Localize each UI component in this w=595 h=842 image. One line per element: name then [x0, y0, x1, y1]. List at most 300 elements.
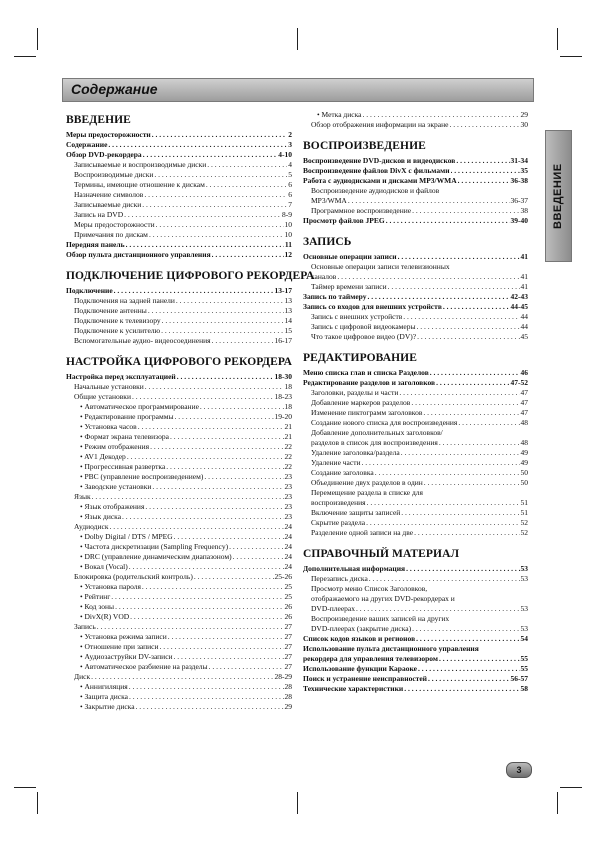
toc-entry-page: 10 — [284, 230, 292, 239]
toc-entry-title: Добавление маркеров разделов — [311, 398, 411, 407]
toc-entry-page: 21 — [284, 422, 292, 431]
toc-entry-title: Меры предосторожности — [66, 130, 151, 139]
section-gap — [303, 538, 528, 544]
dot-leader — [206, 180, 287, 190]
toc-entry-page: 50 — [520, 468, 528, 477]
dot-leader — [412, 624, 519, 634]
dot-leader — [110, 522, 284, 532]
toc-entry-page: 23 — [284, 492, 292, 501]
toc-entry-title: воспроизведения — [311, 498, 366, 507]
toc-entry-page: 4 — [288, 160, 292, 169]
dot-leader — [142, 200, 287, 210]
toc-entry-page: 53 — [520, 574, 528, 583]
toc-entry — [303, 110, 528, 120]
toc-entry-page: 55 — [520, 664, 528, 673]
dot-leader — [152, 482, 283, 492]
toc-entry — [66, 160, 292, 170]
toc-entry — [66, 622, 292, 632]
dot-leader — [403, 312, 519, 322]
toc-entry — [66, 522, 292, 532]
section-heading: НАСТРОЙКА ЦИФРОВОГО РЕКОРДЕРА — [66, 356, 292, 368]
toc-entry-page: 49 — [520, 458, 528, 467]
toc-entry-title: Язык — [74, 492, 91, 501]
toc-entry-page: 28 — [284, 682, 292, 691]
dot-leader — [388, 282, 520, 292]
toc-entry-page: 24 — [284, 552, 292, 561]
toc-entry-title: Записываемые и воспроизводимые диски — [74, 160, 207, 169]
toc-entry — [303, 458, 528, 468]
toc-entry-title: • AV1 Декодер — [80, 452, 126, 461]
dot-leader — [129, 682, 284, 692]
toc-entry-page: 52 — [520, 518, 528, 527]
dot-leader — [144, 190, 287, 200]
toc-entry — [66, 140, 292, 150]
toc-entry-page: 56-57 — [510, 674, 528, 683]
toc-entry-title: Просмотр файлов JPEG — [303, 216, 385, 225]
toc-entry — [66, 562, 292, 572]
toc-entry — [66, 672, 292, 682]
toc-entry-page: 13 — [284, 296, 292, 305]
toc-entry-title: Начальные установки — [74, 382, 144, 391]
toc-entry-title: • Установка часов — [80, 422, 137, 431]
dot-leader — [108, 140, 287, 150]
toc-entry-title: Меню списка глав и списка Разделов — [303, 368, 429, 377]
toc-entry-page: 24 — [284, 532, 292, 541]
toc-entry-title: Запись — [74, 622, 96, 631]
dot-leader — [414, 528, 519, 538]
toc-entry-text: Воспроизведение ваших записей на других — [311, 614, 450, 623]
dot-leader — [170, 432, 284, 442]
dot-leader — [156, 220, 284, 230]
toc-entry-page: 18 — [284, 402, 292, 411]
toc-entry-page: 36-37 — [510, 196, 528, 205]
toc-entry-page: 53 — [520, 624, 528, 633]
dot-leader — [115, 602, 283, 612]
dot-leader — [161, 326, 283, 336]
toc-entry-title: Список кодов языков и регионов — [303, 634, 416, 643]
toc-entry — [66, 692, 292, 702]
toc-entry — [66, 372, 292, 382]
dot-leader — [404, 684, 519, 694]
toc-entry — [66, 702, 292, 712]
dot-leader — [145, 382, 284, 392]
toc-entry — [66, 382, 292, 392]
dot-leader — [411, 398, 519, 408]
toc-entry-page: 47 — [520, 398, 528, 407]
toc-entry-title: Подключение к телевизору — [74, 316, 161, 325]
toc-entry-title: Запись с цифровой видеокамеры — [311, 322, 416, 331]
toc-left-column — [66, 110, 315, 712]
toc-entry — [303, 674, 528, 684]
toc-entry — [66, 190, 292, 200]
dot-leader — [449, 120, 519, 130]
toc-entry — [66, 632, 292, 642]
dot-leader — [212, 250, 284, 260]
toc-entry — [303, 398, 528, 408]
toc-entry-page: 58 — [520, 684, 528, 693]
toc-entry — [66, 662, 292, 672]
dot-leader — [176, 296, 284, 306]
toc-entry — [303, 166, 528, 176]
toc-entry-title: MP3/WMA — [311, 196, 347, 205]
section-heading: РЕДАКТИРОВАНИЕ — [303, 352, 417, 364]
toc-entry — [303, 518, 528, 528]
toc-entry — [66, 412, 292, 422]
toc-entry-page: 27 — [284, 652, 292, 661]
toc-entry-title: Воспроизводимые диски — [74, 170, 154, 179]
toc-entry-title: Перезапись диска — [311, 574, 368, 583]
crop-mark-top-left-h — [14, 56, 36, 57]
toc-entry-title: Обзор пульта дистанционного управления — [66, 250, 211, 259]
dot-leader — [337, 272, 519, 282]
toc-entry-page: 13 — [284, 306, 292, 315]
toc-entry — [303, 508, 528, 518]
toc-entry — [66, 612, 292, 622]
toc-entry — [66, 442, 292, 452]
toc-entry-title: Настройка перед эксплуатацией — [66, 372, 176, 381]
toc-entry-title: Запись по таймеру — [303, 292, 367, 301]
toc-entry-page: 55 — [520, 654, 528, 663]
toc-entry — [66, 452, 292, 462]
toc-entry-title: Термины, имеющие отношение к дискам — [74, 180, 205, 189]
section-gap — [66, 346, 292, 352]
toc-entry-page: 18 — [284, 382, 292, 391]
toc-entry — [66, 682, 292, 692]
dot-leader — [418, 664, 520, 674]
crop-mark-top-right-h — [560, 56, 582, 57]
toc-entry-page: 16-17 — [274, 336, 292, 345]
toc-entry-title: Передняя панель — [66, 240, 125, 249]
dot-leader — [111, 592, 283, 602]
toc-entry-title: • Защита диска — [80, 692, 128, 701]
dot-leader — [348, 196, 510, 206]
toc-entry-title: Скрытие раздела — [311, 518, 366, 527]
toc-entry — [303, 478, 528, 488]
toc-entry-title: Меры предосторожности — [74, 220, 155, 229]
toc-entry-page: 35 — [520, 166, 528, 175]
toc-entry — [66, 240, 292, 250]
toc-entry-page: 41 — [520, 282, 528, 291]
toc-entry — [303, 312, 528, 322]
toc-entry-page: 3 — [288, 140, 292, 149]
dot-leader — [175, 412, 274, 422]
dot-leader — [229, 542, 283, 552]
toc-entry-title: Аудиодиск — [74, 522, 109, 531]
toc-entry — [66, 462, 292, 472]
toc-entry-title: Создание заголовка — [311, 468, 374, 477]
toc-entry — [66, 336, 292, 346]
dot-leader — [458, 176, 510, 186]
toc-entry — [66, 512, 292, 522]
toc-entry-title: DVD-плеерах (закрытие диска) — [311, 624, 412, 633]
toc-entry-page: 23 — [284, 482, 292, 491]
toc-entry-page: 22 — [284, 462, 292, 471]
dot-leader — [168, 632, 284, 642]
dot-leader — [439, 654, 520, 664]
crop-mark-top-left-v — [37, 28, 38, 50]
toc-entry — [66, 432, 292, 442]
toc-entry-title: Работа с аудиодисками и дисками MP3/WMA — [303, 176, 457, 185]
dot-leader — [177, 372, 274, 382]
toc-entry-title: DVD-плеерах — [311, 604, 355, 613]
dot-leader — [129, 692, 284, 702]
dot-leader — [212, 336, 274, 346]
toc-entry-title: Запись со входов для внешних устройств — [303, 302, 442, 311]
toc-entry — [66, 592, 292, 602]
toc-entry — [303, 156, 528, 166]
toc-entry-page: 54 — [520, 634, 528, 643]
toc-entry-page: 47-52 — [510, 378, 528, 387]
toc-entry — [66, 180, 292, 190]
toc-entry — [303, 654, 528, 664]
toc-entry — [66, 170, 292, 180]
section-heading: СПРАВОЧНЫЙ МАТЕРИАЛ — [303, 548, 460, 560]
toc-entry-page: 25 — [284, 592, 292, 601]
toc-entry-page: 36-38 — [510, 176, 528, 185]
dot-leader — [436, 378, 509, 388]
toc-entry — [303, 292, 528, 302]
toc-entry-title: • Автоматическое разбиение на разделы — [80, 662, 208, 671]
toc-entry-page: 50 — [520, 478, 528, 487]
toc-entry-title: каналов — [311, 272, 337, 281]
toc-entry-title: • Установка режима записи — [80, 632, 167, 641]
dot-leader — [430, 368, 520, 378]
toc-entry — [303, 388, 528, 398]
toc-entry-title: Подключение — [66, 286, 113, 295]
toc-entry — [303, 252, 528, 262]
dot-leader — [416, 634, 519, 644]
toc-entry-title: • Редактирование программы — [80, 412, 174, 421]
dot-leader — [204, 472, 283, 482]
toc-entry-page: 48 — [520, 418, 528, 427]
toc-entry-page: 24 — [284, 522, 292, 531]
toc-right-column — [303, 110, 528, 694]
toc-entry-page: 26 — [284, 612, 292, 621]
toc-entry-page: 45 — [520, 332, 528, 341]
toc-entry — [66, 306, 292, 316]
dot-leader — [417, 332, 519, 342]
toc-entry — [66, 582, 292, 592]
toc-entry — [303, 448, 528, 458]
toc-entry — [303, 624, 528, 634]
dot-leader — [149, 230, 284, 240]
toc-entry — [303, 378, 528, 388]
toc-entry-title: • Установка пароля — [80, 582, 141, 591]
toc-entry-title: Подключение антенны — [74, 306, 147, 315]
toc-entry-page: 23 — [284, 502, 292, 511]
dot-leader — [129, 562, 284, 572]
toc-entry — [303, 634, 528, 644]
toc-entry-title: Заголовки, разделы и части — [311, 388, 399, 397]
toc-entry-text: Перемещение раздела в списке для — [311, 488, 424, 497]
toc-entry-page: 44 — [520, 322, 528, 331]
section-gap — [303, 130, 528, 136]
toc-entry — [303, 322, 528, 332]
toc-entry-page: 26 — [284, 602, 292, 611]
section-heading: ВВЕДЕНИЕ — [66, 114, 131, 126]
dot-leader — [148, 306, 284, 316]
dot-leader — [126, 240, 284, 250]
toc-entry — [303, 302, 528, 312]
crop-mark-bottom-left-h — [14, 787, 36, 788]
toc-entry — [303, 498, 528, 508]
toc-entry-page: 6 — [288, 180, 292, 189]
toc-entry-page: 15 — [284, 326, 292, 335]
toc-entry-page: 28-29 — [274, 672, 292, 681]
contents-header-bar — [62, 78, 534, 102]
toc-entry — [66, 250, 292, 260]
dot-leader — [209, 662, 284, 672]
toc-entry-title: Обзор DVD-рекордера — [66, 150, 142, 159]
toc-entry — [66, 200, 292, 210]
toc-entry — [303, 120, 528, 130]
toc-entry-page: 31-34 — [510, 156, 528, 165]
toc-entry-page: 44-45 — [510, 302, 528, 311]
section-heading: ЗАПИСЬ — [303, 236, 352, 248]
page-number: 3 — [506, 762, 532, 778]
dot-leader — [401, 508, 519, 518]
toc-entry-title: Разделение одной записи на две — [311, 528, 414, 537]
toc-entry-title: • Закрытие диска — [80, 702, 135, 711]
toc-entry-page: 5 — [288, 170, 292, 179]
toc-entry — [303, 684, 528, 694]
dot-leader — [451, 166, 520, 176]
side-tab-label: ВВЕДЕНИЕ — [552, 163, 564, 229]
toc-entry — [66, 316, 292, 326]
dot-leader — [399, 388, 519, 398]
toc-entry — [303, 564, 528, 574]
toc-entry-page: 38 — [520, 206, 528, 215]
toc-entry-title: Подключения на задней панели — [74, 296, 175, 305]
toc-entry-text: Воспроизведение аудиодисков и файлов — [311, 186, 440, 195]
toc-entry-page: 10 — [284, 220, 292, 229]
toc-entry-title: Создание нового списка для воспроизведения — [311, 418, 458, 427]
dot-leader — [145, 502, 283, 512]
toc-entry-title: Общие установки — [74, 392, 131, 401]
dot-leader — [122, 512, 283, 522]
toc-entry — [66, 220, 292, 230]
toc-entry-page: 4-10 — [278, 150, 292, 159]
toc-entry-page: 27 — [284, 632, 292, 641]
toc-entry-page: 53 — [520, 604, 528, 613]
toc-entry-text: Использование пульта дистанционного управления — [303, 644, 479, 653]
dot-leader — [200, 402, 284, 412]
toc-entry-page: 24 — [284, 542, 292, 551]
toc-entry-page: 11 — [284, 240, 292, 249]
toc-entry-text: отображаемого на других DVD-рекордерах и — [311, 594, 455, 603]
dot-leader — [143, 150, 278, 160]
toc-entry-page: 28 — [284, 692, 292, 701]
toc-entry — [303, 408, 528, 418]
section-gap — [66, 260, 292, 266]
toc-entry-title: • Язык диска — [80, 512, 122, 521]
toc-entry-page: 23 — [284, 512, 292, 521]
dot-leader — [174, 532, 284, 542]
toc-entry-page: 27 — [284, 642, 292, 651]
dot-leader — [130, 612, 283, 622]
toc-entry — [303, 368, 528, 378]
dot-leader — [362, 110, 519, 120]
toc-entry-page: 27 — [284, 622, 292, 631]
dot-leader — [124, 210, 281, 220]
toc-entry-page: 19-20 — [274, 412, 292, 421]
toc-entry-title: • Автоматическое программирование — [80, 402, 199, 411]
toc-entry — [66, 502, 292, 512]
crop-mark-bottom-left-v — [37, 792, 38, 814]
toc-entry — [66, 532, 292, 542]
dot-leader — [356, 604, 520, 614]
toc-entry — [303, 332, 528, 342]
toc-entry-page: 21 — [284, 432, 292, 441]
toc-entry-page: 12 — [284, 250, 292, 259]
dot-leader — [417, 322, 520, 332]
toc-entry-title: Воспроизведение DVD-дисков и видеодисков — [303, 156, 456, 165]
toc-entry-page: 23 — [284, 472, 292, 481]
toc-entry-page: 51 — [520, 498, 528, 507]
crop-mark-bottom-center — [297, 792, 298, 814]
toc-entry-title: • Формат экрана телевизора — [80, 432, 169, 441]
dot-leader — [233, 552, 284, 562]
toc-entry — [303, 418, 528, 428]
toc-entry-page: 39-40 — [510, 216, 528, 225]
toc-entry-title: • DivX(R) VOD — [80, 612, 130, 621]
toc-entry — [66, 492, 292, 502]
toc-entry-text: Просмотр меню Список Заголовков, — [311, 584, 428, 593]
toc-entry-title: рекордера для управления телевизором — [303, 654, 438, 663]
toc-entry-title: Программное воспроизведение — [311, 206, 412, 215]
toc-entry-page: 18-23 — [274, 392, 292, 401]
toc-entry-page: 30 — [520, 120, 528, 129]
dot-leader — [428, 674, 510, 684]
toc-entry — [66, 572, 292, 582]
dot-leader — [207, 160, 287, 170]
toc-entry-page: 41 — [520, 272, 528, 281]
toc-entry-title: Блокировка (родительский контроль) — [74, 572, 193, 581]
toc-entry — [66, 552, 292, 562]
toc-entry — [66, 472, 292, 482]
toc-entry-title: Дополнительная информация — [303, 564, 406, 573]
toc-entry-title: Изменение пиктограмм заголовков — [311, 408, 423, 417]
toc-entry-page: 47 — [520, 388, 528, 397]
dot-leader — [375, 468, 520, 478]
toc-entry — [303, 664, 528, 674]
toc-entry — [66, 542, 292, 552]
toc-entry-page: 24 — [284, 562, 292, 571]
toc-entry — [303, 216, 528, 226]
dot-leader — [162, 316, 284, 326]
toc-entry-title: Содержание — [66, 140, 108, 149]
toc-entry-title: Поиск и устранение неисправностей — [303, 674, 427, 683]
dot-leader — [91, 672, 273, 682]
toc-entry-title: • Вокал (Vocal) — [80, 562, 128, 571]
toc-entry-title: Назначение символов — [74, 190, 144, 199]
toc-entry-page: 6 — [288, 190, 292, 199]
section-heading: ВОСПРОИЗВЕДЕНИЕ — [303, 140, 426, 152]
dot-leader — [439, 438, 520, 448]
toc-entry-title: Записываемые диски — [74, 200, 142, 209]
toc-entry-title: • Прогрессивная развертка — [80, 462, 166, 471]
toc-entry-title: Включение защиты записей — [311, 508, 401, 517]
dot-leader — [127, 452, 284, 462]
toc-entry-title: • Аудиозаструйки DV-записи — [80, 652, 173, 661]
toc-entry-page: 25 — [284, 582, 292, 591]
section-gap — [303, 226, 528, 232]
dot-leader — [166, 462, 283, 472]
toc-entry — [66, 602, 292, 612]
dot-leader — [142, 582, 284, 592]
toc-entry-page: 22 — [284, 442, 292, 451]
dot-leader — [412, 206, 519, 216]
